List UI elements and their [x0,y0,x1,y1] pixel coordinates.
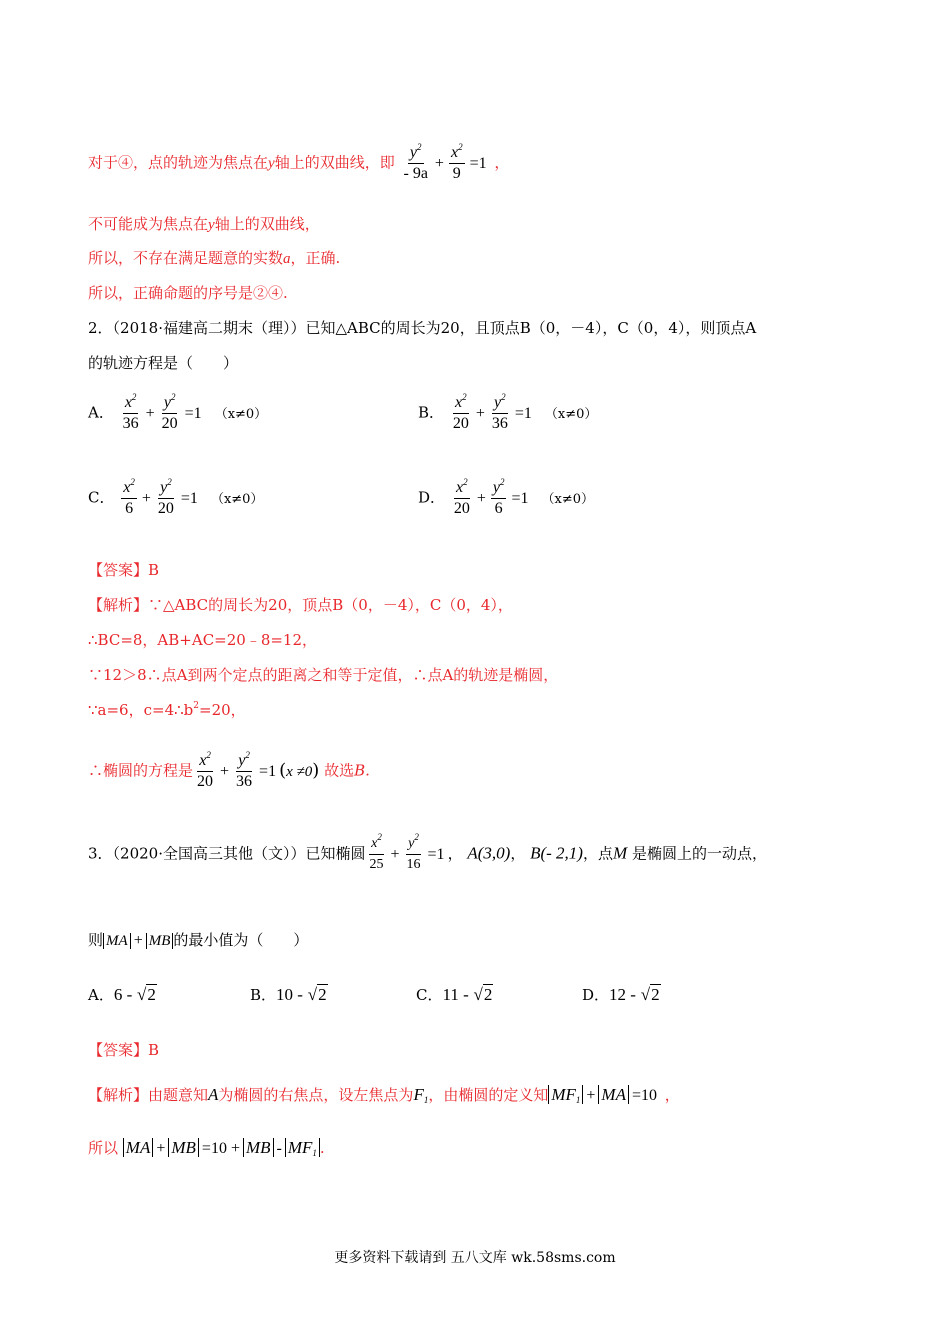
ellipse-equation: $\frac{x^2}{20}$ + $\frac{y^2}{36}$ =1 (x ≠0) [197,750,320,790]
q3-option-b[interactable]: B．10 - √2 [250,985,327,1004]
q2-stem-line2: 的轨迹方程是（ ） [88,354,239,372]
sol1-line4: 所以，正确命题的序号是②④. [88,284,288,302]
point-b: B(- 2,1) [530,843,583,863]
q2-stem-line1: 2．（2018·福建高二期末（理））已知△ABC的周长为20，且顶点B（0，－4），C（0，4），则顶点A [88,319,757,337]
point-a: A(3,0) [467,843,511,863]
q3-analysis-line1: 【解析】由题意知A为椭圆的右焦点，设左焦点为$F_1$，由椭圆的定义知 $MF_1$ + MA =10 ， [88,1085,680,1105]
distance-equation: MA + MB =10 + MB - $MF_1$ [123,1138,320,1157]
hyperbola-equation: $\frac{y^2}{- 9a}$ + $\frac{x^2}{9}$ =1 [403,142,487,182]
q2-analysis-line1: 【解析】∵△ABC的周长为20，顶点B（0，－4），C（0，4）， [88,596,513,614]
sol1-line2: 不可能成为焦点在y轴上的双曲线， [88,215,320,233]
q2-option-a[interactable]: A． $\frac{x^2}{36}$ + $\frac{y^2}{20}$ =1 （x≠0） [88,392,268,432]
q3-stem-line1: 3．（2020·全国高三其他（文））已知椭圆 $\frac{x^2}{25}$ + $\frac{y^2}{16}$ =1 ， A(3,0)， B(- 2,1)，点M 是椭圆上的一动点， [88,832,767,872]
q2-option-d[interactable]: D． $\frac{x^2}{20}$ + $\frac{y^2}{6}$ =1 （x≠0） [418,477,594,517]
sol1-line3: 所以，不存在满足题意的实数a，正确. [88,249,341,267]
q2-analysis-line2: ∴BC=8，AB+AC=20﹣8=12， [88,631,318,649]
q2-option-c[interactable]: C． $\frac{x^2}{6}$ + $\frac{y^2}{20}$ =1 （x≠0） [88,477,264,517]
footer-text: 更多资料下载请到 五八文库 wk.58sms.com [334,1250,616,1266]
text: 对于④，点的轨迹为焦点在 [88,153,269,172]
sqrt-symbol: √2 [137,985,156,1004]
sol1-line1: 对于④，点的轨迹为焦点在y轴上的双曲线，即 $\frac{y^2}{- 9a}$ + $\frac{x^2}{9}$ =1 ， [88,142,510,182]
var-y: y [268,155,275,172]
q2-analysis-line3: ∵12＞8∴点A到两个定点的距离之和等于定值，∴点A的轨迹是椭圆， [88,666,559,684]
q2-analysis-line4: ∵a=6，$c=4\therefore b^2=20$， [88,701,246,719]
fraction: $\frac{y^2}{- 9a}$ [403,142,428,182]
q3-answer: 【答案】B [88,1041,160,1059]
q2-option-b[interactable]: B． $\frac{x^2}{20}$ + $\frac{y^2}{36}$ =1 （x≠0） [418,392,598,432]
q3-option-d[interactable]: D．12 - √2 [582,985,660,1004]
fraction: $\frac{x^2}{9}$ [450,142,463,182]
q3-analysis-line2: 所以 MA + MB =10 + MB - $MF_1$ . [88,1138,325,1158]
q2-answer: 【答案】B [88,561,160,579]
q3-stem-line2: 则 MA + MB 的最小值为（ ） [88,931,309,949]
q3-option-c[interactable]: C．11 - √2 [416,985,493,1004]
q2-analysis-line5: ∴椭圆的方程是 $\frac{x^2}{20}$ + $\frac{y^2}{36}$ =1 (x ≠0) 故选B. [88,750,370,790]
q3-option-a[interactable]: A．6 - √2 [88,985,156,1004]
text: 轴上的双曲线，即 [274,153,395,172]
